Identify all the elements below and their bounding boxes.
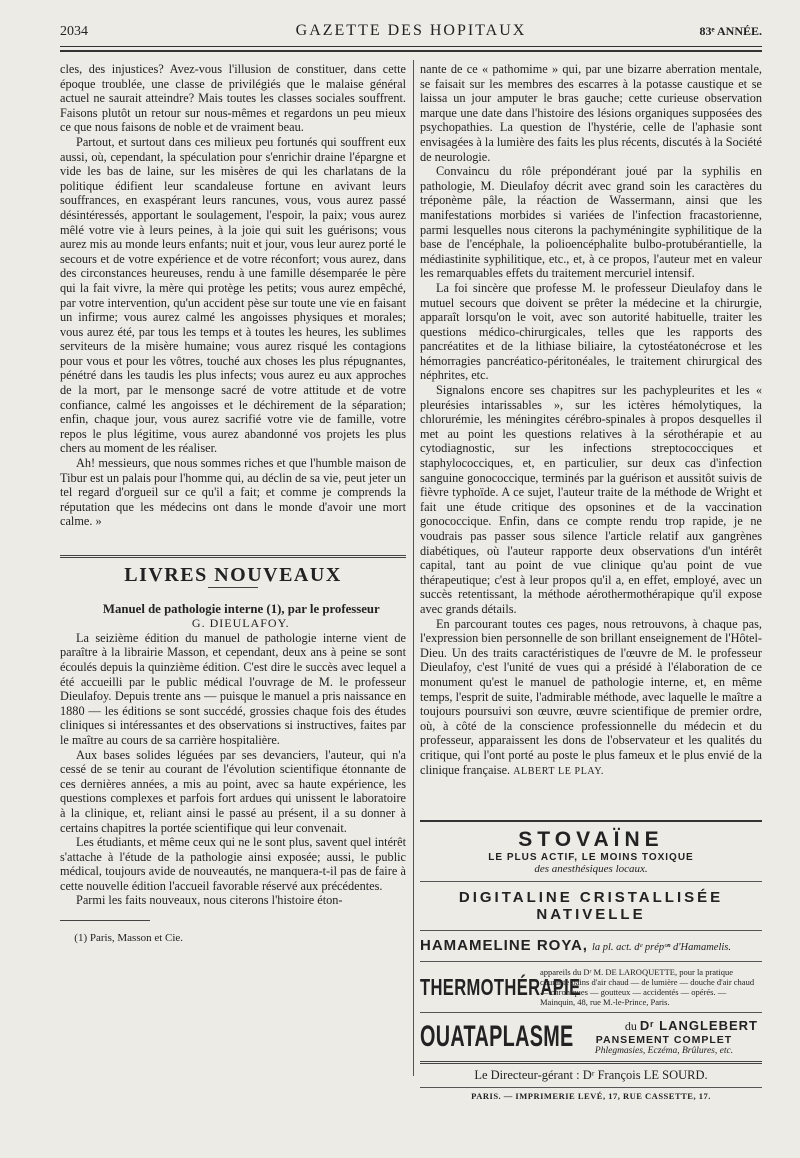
paragraph: cles, des injustices? Avez-vous l'illusion de constituer, dans cette époque troublée, une classe de privilégiés que le malaise général actuel ne saurait atteindre? Mais toutes les classes sociales souffrent. Faisons plutôt un retour sur nous-mêmes et regardons un peu mieux ce que nous faisons de noble et de vraiment beau. (60, 62, 406, 135)
footnote-rule (60, 920, 150, 921)
ouataplasme-name: OUATAPLASME (420, 1020, 574, 1053)
ouataplasme-doctor: Dʳ LANGLEBERT (639, 1018, 758, 1033)
footnote: (1) Paris, Masson et Cie. (74, 932, 184, 945)
ad-hamameline (420, 930, 762, 961)
left-column (60, 62, 406, 946)
paragraph: La foi sincère que professe M. le professeur Dieulafoy dans le mutuel secours que doivent se prêter la médecine et la chirurgie, apparaît lorsqu'on le voit, avec son autorité habituelle, traiter les questions médico-chirurgicales, telles que les rapports des pancréatites et de la lithiase biliaire, la cytostéatonécrose et les hémorragies pancréatico-péritonéales, le traitement chirurgical des néphrites, etc. (420, 280, 762, 383)
section-title: LIVRES NOUVEAUX (124, 564, 342, 586)
paragraph: Aux bases solides léguées par ses devanciers, l'auteur, qui n'a cessé de se tenir au courant de l'évolution scientifique étonnante de ces dernières années, a mis au point, avec sa haute expérience, les questions complexes et parfois fort ardues qui unissent le laboratoire à la clinique, et, reliant ainsi le passé au présent, il a su donner à certains chapitres la portée scientifique qui leur convenait. (60, 747, 406, 835)
paragraph: La seizième édition du manuel de pathologie interne vient de paraître à la librairie Masson, et cependant, deux ans à peine se sont écoulés depuis la quinzième édition. C'est dire le succès avec lequel a été accueilli par le public médical l'ouvrage de M. le professeur Dieulafoy. Depuis trente ans — puisque le manuel a pris naissance en 1880 — les éditions se sont succédé, grossies chaque fois des études cliniques si intéressantes et des observations si instructives, faites par le maître au cours de sa carrière hospitalière. (60, 630, 406, 747)
header-rule-bottom (60, 50, 762, 52)
page-header (60, 22, 762, 44)
paragraph: Convaincu du rôle prépondérant joué par la syphilis en pathologie, M. Dieulafoy décrit avec grand soin les caractères du tréponème pâle, la réaction de Wassermann, ainsi que les manifestations morbides si variées de l'infection fracastorienne, parmi lesquelles nous citerons la pachyméningite syphilitique de la base de l'encéphale, la polioencéphalite bulbo-protubérantielle, la médiastinite syphilitique, etc., et, à ce propos, l'auteur met en valeur les remarquables effets du traitement mercuriel intensif. (420, 164, 762, 281)
paragraph: Partout, et surtout dans ces milieux peu fortunés qui souffrent eux aussi, où, cependant, la spéculation pour s'enrichir draine l'épargne et vide les bas de laine, sur les misères de qui les charlatans de la politique édifient leur scandaleuse fortune en avivant leurs souffrances, en exaspérant leurs rancunes, vous, vous aurez passé désintéressés, apportant le soulagement, l'espoir, la paix; vous aurez mêlé votre vie à leurs peines, à la joie qui suit les guérisons; vous aurez mis au monde leurs enfants; nuit et jour, vous leur aurez porté le secours et de votre expérience et de votre réconfort; vous aurez, dans des circonstances heureuses, rendu à une famille désemparée le père qui la fait vivre, la mère qui protège les petits; vous aurez empêché, par votre intervention, qu'un accident pèse sur toute une vie en faisant un infirme; vous aurez calmé les angoisses physiques et morales; vous aurez été, par tous les temps et à toutes les heures, les sublimes serviteurs de la misère humaine; vous aurez risqué les contagions pour vous et pour les vôtres, touché aux choses les plus répugnantes, pénétré dans les taudis les plus infects; vous aurez eu aux approches de la mort, par le mensonge sacré de votre attitude et de votre confiance, calmé les angoisses et le déchirement de la séparation; enfin, chaque jour, vous aurez sacrifié votre vie de famille, votre repos le plus légitime, vous aurez abandonné vos projets les plus chers au moment de les réaliser. (60, 134, 406, 456)
ad-ouataplasme (420, 1012, 762, 1061)
paragraph (420, 617, 762, 780)
column-divider (413, 60, 414, 1076)
signature: ALBERT LE PLAY. (513, 765, 604, 777)
section-rule (60, 555, 406, 558)
title-rule (208, 587, 258, 588)
thermo-desc: appareils du Dʳ M. DE LAROQUETTE, pour la pratique courante bains d'air chaud — de lumière — douche d'air chaud — chroniques — goutteux — accidentés — opérés. — Mainquin, 48, rue M.-le-Prince, Paris. (540, 967, 755, 1007)
paragraph: Ah! messieurs, que nous sommes riches et que l'humble maison de Tibur est un palais pour l'homme qui, au déclin de sa vie, peut jeter un tel regard d'orgueil sur ce qu'il a fait; et comme je comprends la réputation que les médecins ont dans le monde d'avoir une mort calme. » (60, 456, 406, 529)
header-rule-top (60, 46, 762, 47)
right-column (420, 62, 762, 779)
stovaine-subtitle: des anesthésiques locaux. (534, 863, 648, 875)
imprimerie: PARIS. — IMPRIMERIE LEVÉ, 17, RUE CASSETTE, 17. (420, 1087, 762, 1104)
ad-stovaine (420, 820, 762, 881)
ad-digitaline: DIGITALINE CRISTALLISÉE NATIVELLE (420, 881, 762, 930)
book-author: G. DIEULAFOY. (191, 616, 290, 631)
ad-thermotherapie (420, 961, 762, 1012)
year-label: 83ᵉ ANNÉE. (699, 24, 762, 38)
advertisements (420, 820, 762, 1104)
stovaine-tagline: LE PLUS ACTIF, LE MOINS TOXIQUE (488, 852, 694, 863)
gazette-title: GAZETTE DES HOPITAUX (295, 22, 527, 39)
paragraph: Parmi les faits nouveaux, nous citerons l'histoire éton- (75, 893, 343, 908)
paragraph: Les étudiants, et même ceux qui ne le sont plus, savent quel intérêt s'attache à l'étude de la pathologie ainsi exposée; aussi, le public médical, toujours avide de nouveautés, ne manquera-t-il pas de faire à cette nouvelle édition l'accueil favorable réservé aux précédentes. (60, 835, 406, 893)
paragraph: nante de ce « pathomime » qui, par une bizarre aberration mentale, se faisait sur les membres des escarres à la potasse caustique et se laissa un jour amputer le bras gauche; cette curieuse observation marque une date dans l'histoire des lésions organiques supposées des psychopathies. La question de l'hystérie, celle de l'aphasie sont envisagées à la lumière des faits les plus récents, discutés à la Société de neurologie. (420, 62, 762, 164)
stovaine-name: STOVAÏNE (518, 828, 664, 851)
ouataplasme-pansement: PANSEMENT COMPLET (595, 1034, 733, 1046)
ouataplasme-uses: Phlegmasies, Eczéma, Brûlures, etc. (594, 1046, 734, 1056)
hamameline-name: HAMAMELINE ROYA, (420, 937, 588, 954)
hamameline-desc: la pl. act. dᵉ prépᵒⁿ d'Hamamelis. (591, 942, 732, 953)
directeur-gerant: Le Directeur-gérant : Dʳ François LE SOURD. (420, 1061, 762, 1087)
ouataplasme-du: du (624, 1019, 637, 1033)
paragraph: Signalons encore ses chapitres sur les pachypleurites et les « pleurésies intarissables », sur les ictères hémolytiques, la chlorurémie, les méningites cérébro-spinales à propos desquelles il met au point les questions relatives à la sérothérapie et au cytodiagnostic, sur les infections streptococciques et staphylococciques, et, en particulier, sur deux cas d'infection sanguine gonococcique, terminés par la guérison et aussitôt suivis de fièvre typhoïde. A ce sujet, l'auteur traite de la méthode de Wright et fait une étude critique des opsonines et de la vaccination gonococcique. Enfin, dans ce compte rendu trop rapide, je ne voudrais pas passer sous silence l'article relatif aux gangrènes diabétiques, où l'auteur rapporte deux observations d'un intérêt capital, tant au point de vue clinique qu'au point de vue thérapeutique; c'est à leur propos qu'il a, en effet, employé, avec un succès retentissant, la méthode aérothermothérapique qu'il expose avec grands détails. (420, 383, 762, 616)
paragraph-text: En parcourant toutes ces pages, nous retrouvons, à chaque pas, l'expression bien personnelle de son brillant enseignement de l'Hôtel-Dieu. Un des traits caractéristiques de l'œuvre de M. le professeur Dieulafoy, c'est l'unité de vues qui a présidé à l'élaboration de ce monument qu'est le manuel de pathologie interne, et, en même temps, l'esprit de suite, l'admirable méthode, avec laquelle le maître a toujours poursuivi son œuvre, œuvre scientifique de premier ordre, où, à côté de la conscience professionnelle du médecin et du professeur, apparaissent les dons de l'observateur et les qualités du critique, qui l'ont porté au poste le plus fameux et le plus envié de la clinique française. (420, 616, 762, 777)
ouataplasme-details (570, 1018, 762, 1056)
page-number: 2034 (60, 24, 88, 39)
book-title: Manuel de pathologie interne (1), par le professeur (102, 601, 380, 616)
thermo-name: THERMOTHÉRAPIE (420, 973, 581, 1000)
